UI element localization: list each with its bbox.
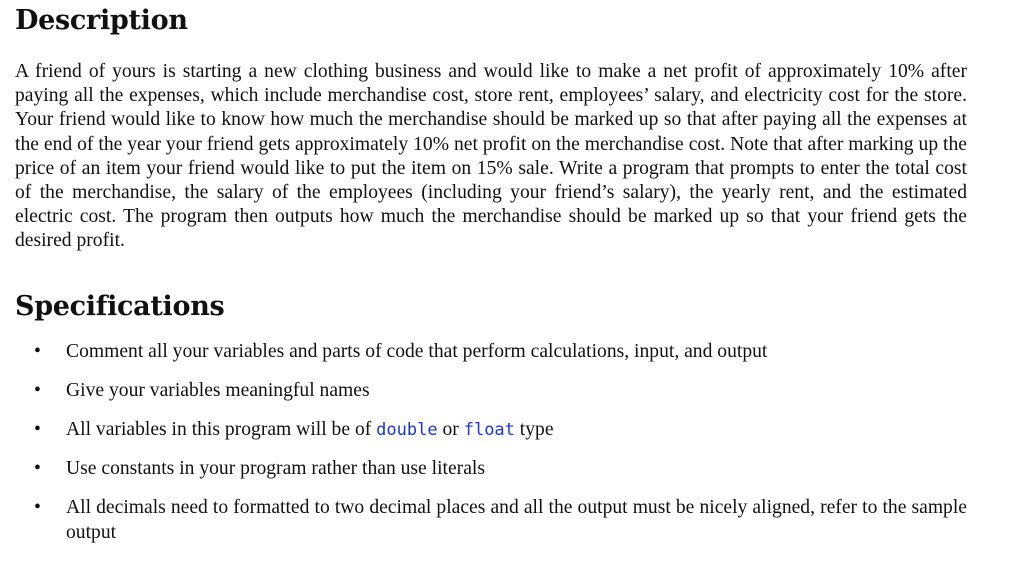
spec-item-text: Give your variables meaningful names (66, 379, 370, 401)
spec-item-text-pre: All variables in this program will be of (66, 419, 377, 441)
spec-item-text: All decimals need to formatted to two decimal places and all the output must be nicely aligned, refer to the sample output (66, 497, 967, 543)
bullet-icon: • (34, 419, 41, 441)
code-float: float (463, 420, 515, 441)
description-heading: Description (15, 5, 188, 36)
specifications-heading: Specifications (15, 290, 225, 322)
code-double: double (376, 420, 438, 441)
spec-item-text-mid: or (437, 419, 464, 441)
bullet-icon: • (34, 458, 41, 480)
bullet-icon: • (34, 497, 41, 519)
spec-item-comments (15, 340, 967, 364)
bullet-icon: • (34, 379, 41, 401)
spec-item-text: Comment all your variables and parts of code that perform calculations, input, and output (66, 340, 768, 362)
spec-item-decimals (15, 496, 967, 544)
document-page (15, 0, 967, 560)
description-paragraph: A friend of yours is starting a new clothing business and would like to make a net profit of approximately 10% after paying all the expenses, which include merchandise cost, store rent, employees’ salary, and electricity cost for the store. Your friend would like to know how much the merchandise should be marked up so that after paying all the expenses at the end of the year your friend gets approximately 10% net profit on the merchandise cost. Note that after marking up the price of an item your friend would like to put the item on 15% sale. Write a program that prompts to enter the total cost of the merchandise, the salary of the employees (including your friend’s salary), the yearly rent, and the estimated electric cost. The program then outputs how much the merchandise should be marked up so that your friend gets the desired profit. (15, 61, 967, 252)
specifications-list (15, 340, 967, 545)
spec-item-text: Use constants in your program rather than use literals (66, 458, 485, 480)
spec-item-constants (15, 457, 967, 481)
spec-item-text-post: type (514, 419, 554, 441)
spec-item-names (15, 379, 967, 403)
bullet-icon: • (34, 340, 41, 362)
spec-item-types (15, 418, 967, 442)
